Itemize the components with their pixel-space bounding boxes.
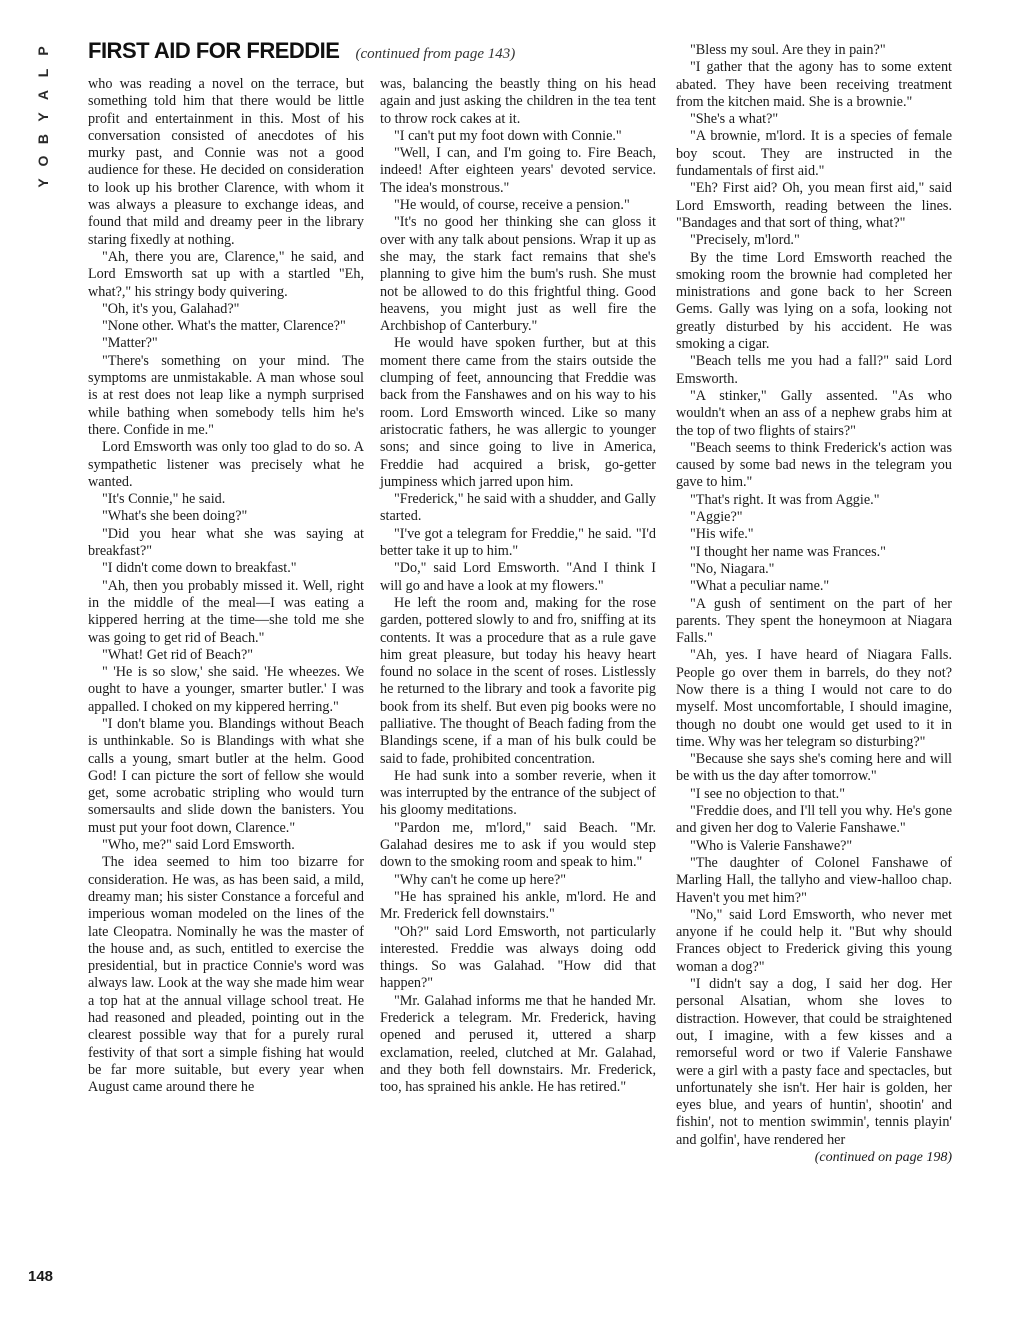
- paragraph: "Frederick," he said with a shudder, and Gally started.: [380, 491, 656, 525]
- text-column-3: [676, 42, 952, 1166]
- paragraph: "None other. What's the matter, Clarence?": [102, 318, 346, 335]
- paragraph: "A brownie, m'lord. It is a species of female boy scout. They are instructed in the fundamentals of first aid.": [676, 128, 952, 180]
- paragraph: "There's something on your mind. The symptoms are unmistakable. A man whose soul is at rest does not leap like a nymph surprised while bathing when somebody tells him he's there. Confide in me.": [88, 352, 364, 438]
- paragraph: He had sunk into a somber reverie, when it was interrupted by the entrance of the subject of his gloomy meditations.: [380, 767, 656, 819]
- paragraph: "Who, me?" said Lord Emsworth.: [102, 837, 295, 854]
- paragraph: "Aggie?": [690, 509, 743, 526]
- paragraph: He left the room and, making for the rose garden, pottered slowly to and fro, sniffing at its contents. It was a procedure that as a rule gave him great pleasure, but today his heavy heart found no solace in the scent of roses. Listlessly he returned to the library and took a favorite pig book from its shelf. But even pig books were no palliative. The thought of Beach fading from the Blandings scene, if a man of his bulk could be said to fade, prohibited concentration.: [380, 594, 656, 767]
- logo-letter: P: [35, 46, 51, 56]
- paragraph: "I can't put my foot down with Connie.": [394, 127, 622, 144]
- paragraph: "Beach seems to think Frederick's action was caused by some bad news in the telegram you gave to him.": [676, 439, 952, 491]
- paragraph: "I don't blame you. Blandings without Beach is unthinkable. So is Blandings with what she calls a young, smart butler at the helm. Good God! I can picture the sort of fellow she would get, some acrobatic stripling who would turn somersaults and slide down the banisters. You must put your foot down, Clarence.": [88, 715, 364, 836]
- paragraph: "Matter?": [102, 335, 158, 352]
- paragraph: "Bless my soul. Are they in pain?": [690, 42, 886, 58]
- paragraph: "I gather that the agony has to some extent abated. They have been receiving treatment from the kitchen maid. She is a brownie.": [676, 59, 952, 110]
- paragraph: "I see no objection to that.": [690, 785, 845, 802]
- logo-letter: A: [35, 89, 51, 101]
- magazine-logo-vertical: [32, 40, 54, 194]
- continued-on-note: (continued on page 198): [814, 1150, 952, 1165]
- paragraph: "Ah, yes. I have heard of Niagara Falls. People go over them in barrels, do they not? Now there is a thing I would not care to do myself. Most uncomfortable, I should imagine, though no doubt one would get used to it in time. Why was her telegram so disturbing?": [676, 647, 952, 750]
- text-column-1: [88, 76, 364, 1097]
- logo-letter: B: [35, 133, 51, 145]
- paragraph: "Do," said Lord Emsworth. "And I think I will go and have a look at my flowers.": [380, 560, 656, 594]
- paragraph: "Oh, it's you, Galahad?": [102, 300, 240, 317]
- paragraph: "Precisely, m'lord.": [690, 232, 800, 249]
- paragraph: "Pardon me, m'lord," said Beach. "Mr. Galahad desires me to ask if you would step down to the smoking room and speak to him.": [380, 819, 656, 871]
- paragraph: "What's she been doing?": [102, 508, 248, 525]
- paragraph: was, balancing the beastly thing on his head again and just asking the children in the tea tent to throw rock cakes at it.: [380, 76, 656, 127]
- paragraph: "It's Connie," he said.: [102, 491, 226, 508]
- paragraph: "What a peculiar name.": [690, 578, 830, 595]
- paragraph: "I didn't come down to breakfast.": [102, 560, 297, 577]
- paragraph: "Well, I can, and I'm going to. Fire Beach, indeed! After eighteen years' devoted service. The idea's monstrous.": [380, 145, 656, 196]
- paragraph: "I've got a telegram for Freddie," he said. "I'd better take it up to him.": [380, 525, 656, 560]
- paragraph: "It's no good her thinking she can gloss it over with any talk about pensions. Wrap it up as she may, the stark fact remains that she's planning to give him the bum's rush. She must not be allowed to do this frightful thing. Good heavens, you might just as well fire the Archbishop of Canterbury.": [380, 214, 656, 335]
- paragraph: "His wife.": [690, 526, 754, 543]
- paragraph: "Ah, there you are, Clarence," he said, and Lord Emsworth sat up with a startled "Eh, what?," his stringy body quivering.: [88, 248, 364, 300]
- paragraph: "A stinker," Gally assented. "As who wouldn't when an ass of a nephew grabs him at the top of two flights of stairs?": [676, 387, 952, 439]
- paragraph: "Beach tells me you had a fall?" said Lord Emsworth.: [676, 353, 952, 387]
- paragraph: "Ah, then you probably missed it. Well, right in the middle of the meal—I was eating a kippered herring at the time—she told me she was going to get rid of Beach.": [88, 577, 364, 646]
- paragraph: who was reading a novel on the terrace, but something told him that there would be little profit and entertainment in this. Most of his conversation consisted of anecdotes of his murky past, and Connie was not a good audience for these. He decided on consideration to look up his brother Clarence, with whom it was always a pleasure to exchange ideas, and found that mild and dreamy peer in the library staring fixedly at nothing.: [88, 76, 364, 248]
- paragraph: "I thought her name was Frances.": [690, 543, 886, 560]
- logo-letter: O: [35, 155, 51, 167]
- paragraph: "No," said Lord Emsworth, who never met anyone if he could help it. "But why should Frances object to Frederick giving this young woman a dog?": [676, 906, 952, 975]
- paragraph: He would have spoken further, but at this moment there came from the stairs outside the clumping of feet, announcing that Freddie was back from the Fanshawes and on his way to his room. Lord Emsworth winced. Like so many aristocratic fathers, he was allergic to younger sons; and since going to live in America, Freddie had acquired a brisk, go-getter jumpiness which jarred upon him.: [380, 335, 656, 490]
- paragraph: "A gush of sentiment on the part of her parents. They spent the honeymoon at Niagara Falls.": [676, 595, 952, 647]
- paragraph: "Why can't he come up here?": [394, 871, 567, 888]
- logo-letter: Y: [35, 112, 51, 122]
- paragraph: "Mr. Galahad informs me that he handed Mr. Frederick a telegram. Mr. Frederick, having opened and perused it, uttered a sharp exclamation, reeled, clutched at Mr. Galahad, and they both fell downstairs. Mr. Frederick, too, has sprained his ankle. He has retired.": [380, 992, 656, 1096]
- paragraph: "Did you hear what she was saying at breakfast?": [88, 525, 364, 560]
- article-header: [88, 38, 648, 68]
- paragraph: "Who is Valerie Fanshawe?": [690, 837, 853, 854]
- paragraph: Lord Emsworth was only too glad to do so. A sympathetic listener was precisely what he wanted.: [88, 439, 364, 490]
- paragraph: "Freddie does, and I'll tell you why. He's gone and given her dog to Valerie Fanshawe.": [676, 803, 952, 837]
- paragraph: The idea seemed to him too bizarre for consideration. He was, as has been said, a mild, dreamy man; his sister Constance a forceful and imperious woman modeled on the lines of the late Cleopatra. Nominally he was the master of the house and, as such, entitled to exercise the presidential, but in practice Connie's word was always law. Look at the way she made him wear a top hat at the annual village school treat. He had reasoned and pleaded, pointing out in the clearest possible way that for a purely rural festivity of that sort a simple fishing hat would be far more suitable, but every year when August came around there he: [88, 854, 364, 1096]
- page-number: 148: [28, 1268, 54, 1285]
- text-column-2: [380, 76, 656, 1097]
- paragraph: "Oh?" said Lord Emsworth, not particularly interested. Freddie was always doing odd things. So was Galahad. "How did that happen?": [380, 923, 656, 992]
- paragraph: "The daughter of Colonel Fanshawe of Marling Hall, the tallyho and view-halloo chap. Haven't you met him?": [676, 854, 952, 906]
- paragraph: "He would, of course, receive a pension.": [394, 197, 630, 214]
- logo-letter: L: [35, 68, 51, 78]
- paragraph: "I didn't say a dog, I said her dog. Her personal Alsatian, whom she loves to distraction. However, that could be straightened out, I imagine, with a few kisses and a remorseful word or two if Valerie Fanshawe were a girl with a pasty face and spectacles, but unfortunately she isn't. Her hair is golden, her eyes blue, and years of huntin', shootin' and fishin', not to mention swimmin', tennis playin' and golfin', have rendered her: [676, 976, 952, 1148]
- paragraph: " 'He is so slow,' she said. 'He wheezes. We ought to have a younger, smarter butler.' I was appalled. I choked on my kippered herring.": [88, 664, 364, 715]
- paragraph: "No, Niagara.": [690, 560, 775, 577]
- paragraph: "That's right. It was from Aggie.": [690, 491, 880, 508]
- paragraph: By the time Lord Emsworth reached the smoking room the brownie had completed her ministrations and gone back to her Screen Gems. Gally was lying on a sofa, looking not greatly disturbed by his accident. He was smoking a cigar.: [676, 249, 952, 353]
- paragraph: "He has sprained his ankle, m'lord. He and Mr. Frederick fell downstairs.": [380, 888, 656, 923]
- article-title: FIRST AID FOR FREDDIE: [88, 38, 340, 63]
- paragraph: "She's a what?": [690, 111, 779, 128]
- logo-letter: Y: [35, 178, 51, 188]
- paragraph: "Eh? First aid? Oh, you mean first aid," said Lord Emsworth, reading between the lines. "Bandages and that sort of thing, what?": [676, 180, 952, 231]
- paragraph: "What! Get rid of Beach?": [102, 646, 254, 663]
- paragraph: "Because she says she's coming here and will be with us the day after tomorrow.": [676, 751, 952, 785]
- continued-from-note: (continued from page 143): [355, 46, 516, 62]
